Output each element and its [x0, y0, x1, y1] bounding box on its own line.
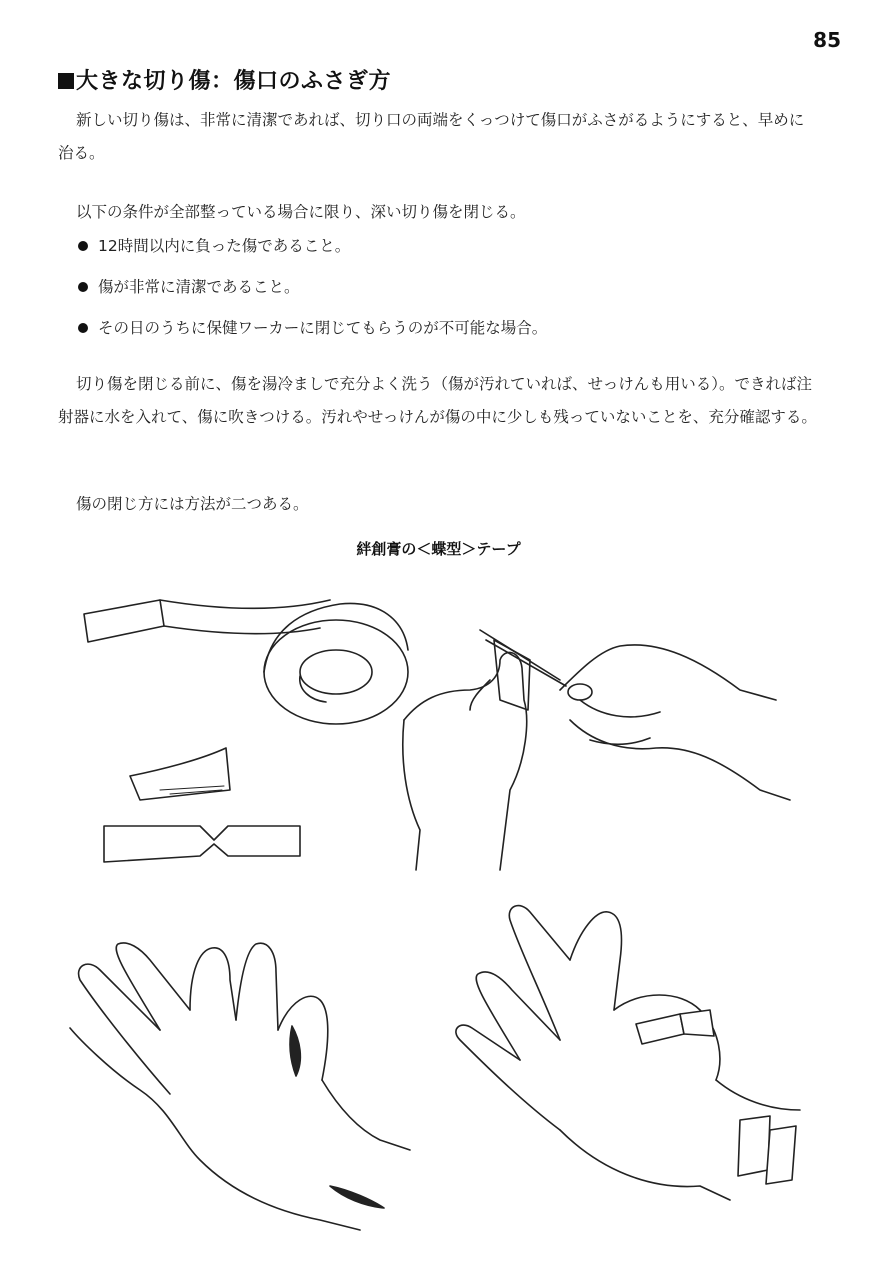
list-item-text: 傷が非常に清潔であること。	[98, 278, 300, 296]
hands-with-scissors-drawing	[403, 630, 790, 870]
hand-with-taped-cut-drawing	[456, 906, 800, 1200]
figure-caption: 絆創膏の＜蝶型＞テープ	[356, 540, 521, 558]
tape-roll-drawing	[84, 600, 408, 724]
section-heading-text: 大きな切り傷：傷口のふさぎ方	[76, 69, 392, 94]
intro-paragraph-text: 新しい切り傷は、非常に清潔であれば、切り口の両端をくっつけて傷口がふさがるようにすると、早めに治る。	[58, 111, 805, 162]
cleaning-paragraph-text: 切り傷を閉じる前に、傷を湯冷ましで充分よく洗う（傷が汚れていれば、せっけんも用いる）。できれば注射器に水を入れて、傷に吹きつける。汚れやせっけんが傷の中に少しも残っていないことを、充分確認する。	[58, 375, 817, 426]
list-item-text: 12時間以内に負った傷であること。	[98, 237, 351, 255]
hand-with-open-cut-drawing	[70, 943, 410, 1230]
tape-strip-drawing	[104, 748, 300, 862]
methods-paragraph-text: 傷の閉じ方には方法が二つある。	[76, 495, 309, 513]
list-item-text: その日のうちに保健ワーカーに閉じてもらうのが不可能な場合。	[98, 319, 548, 337]
page-number: 85	[813, 28, 841, 52]
conditions-intro-text: 以下の条件が全部整っている場合に限り、深い切り傷を閉じる。	[76, 203, 526, 221]
